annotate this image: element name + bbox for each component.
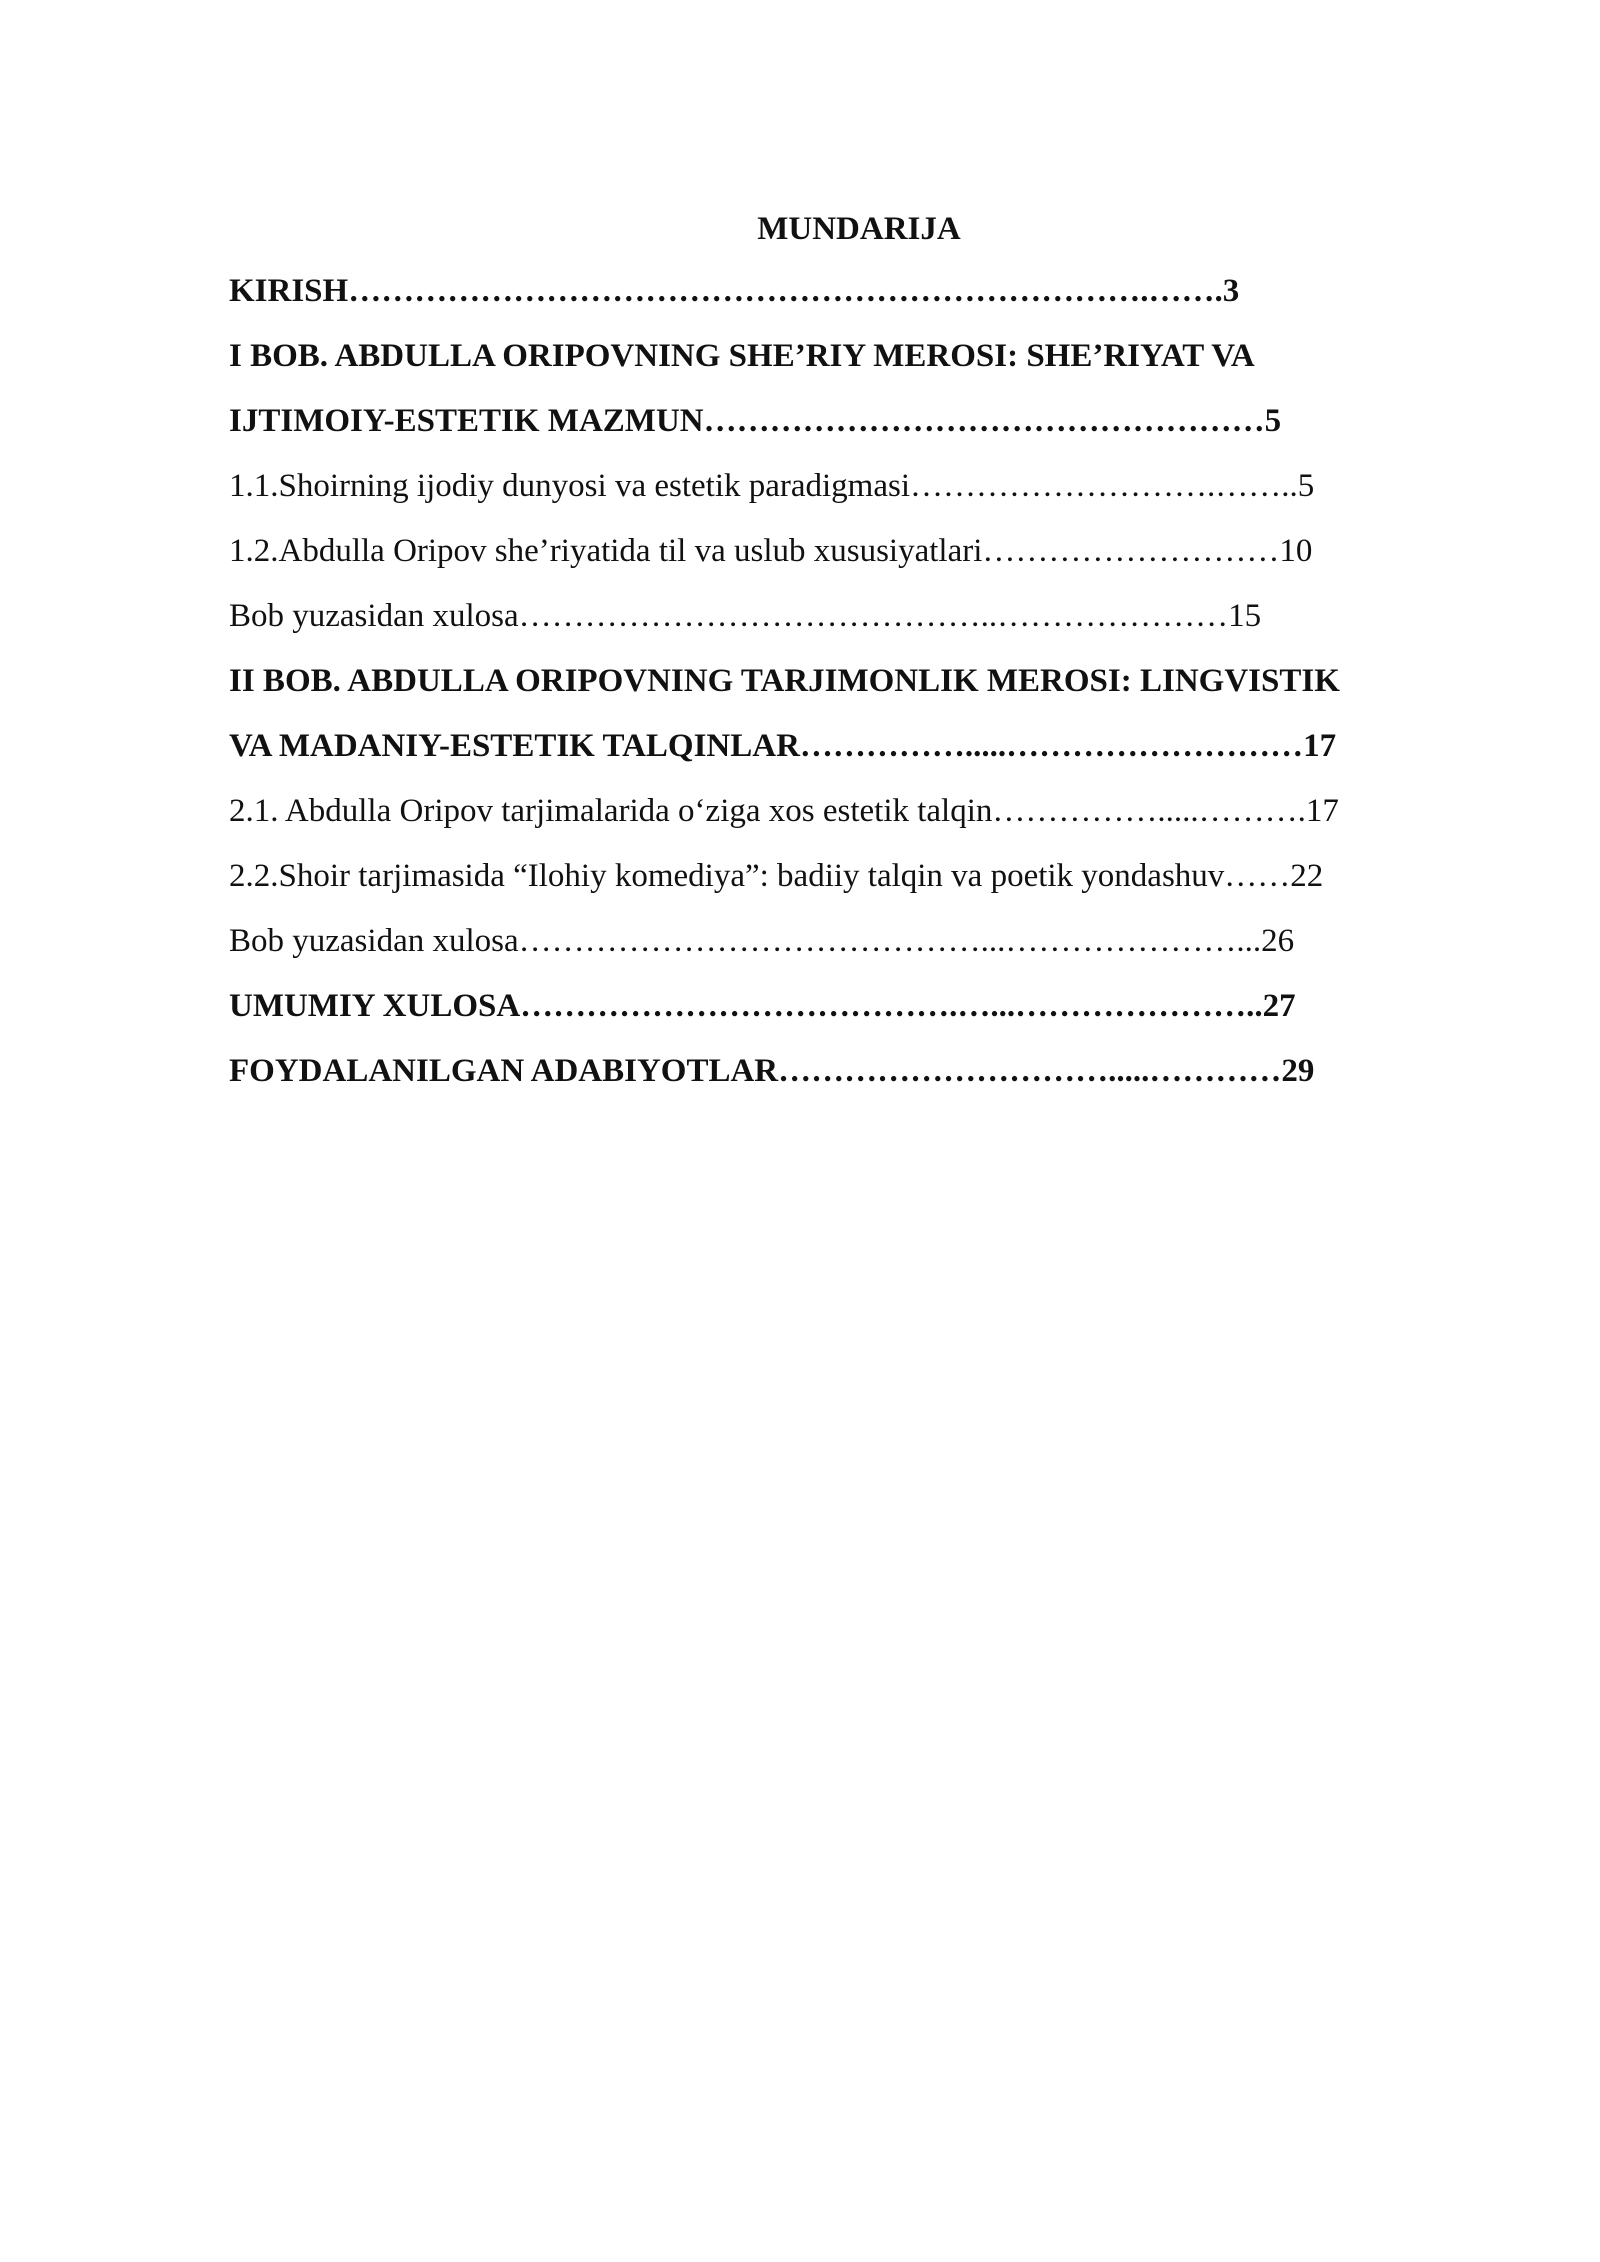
- toc-entry-2-1: 2.1. Abdulla Oripov tarjimalarida o‘ziga xos estetik talqin…………….....……….17: [229, 793, 1339, 829]
- toc-entry-chapter-1-summary: Bob yuzasidan xulosa……………………………………..…………………15: [229, 598, 1262, 634]
- toc-entry-kirish: KIRISH……………………………………………………………….…….3: [229, 273, 1240, 309]
- toc-chapter-1-heading-line-2: IJTIMOIY-ESTETIK MAZMUN……………………………………………5: [229, 403, 1282, 439]
- toc-entry-1-1: 1.1.Shoirning ijodiy dunyosi va estetik paradigmasi……………………….……..5: [229, 468, 1315, 504]
- toc-title: MUNDARIJA: [757, 211, 961, 247]
- table-of-contents: [229, 199, 1489, 1104]
- toc-entry-1-2: 1.2.Abdulla Oripov she’riyatida til va uslub xususiyatlari………………………10: [229, 533, 1313, 569]
- toc-chapter-1-heading-line-1: I BOB. ABDULLA ORIPOVNING SHE’RIY MEROSI: SHE’RIYAT VA: [229, 338, 1255, 374]
- toc-entry-references: FOYDALANILGAN ADABIYOTLAR………………………….....…………29: [229, 1053, 1315, 1089]
- toc-chapter-2-heading-line-2: VA MADANIY-ESTETIK TALQINLAR…………….....………………………17: [229, 728, 1337, 764]
- toc-entry-2-2: 2.2.Shoir tarjimasida “Ilohiy komediya”: badiiy talqin va poetik yondashuv……22: [229, 858, 1324, 894]
- toc-entry-chapter-2-summary: Bob yuzasidan xulosa……………………………………...…………………...26: [229, 923, 1295, 959]
- toc-chapter-2-heading-line-1: II BOB. ABDULLA ORIPOVNING TARJIMONLIK MEROSI: LINGVISTIK: [229, 663, 1340, 699]
- toc-entry-general-conclusion: UMUMIY XULOSA………………………………….…...…………………..27: [229, 988, 1296, 1024]
